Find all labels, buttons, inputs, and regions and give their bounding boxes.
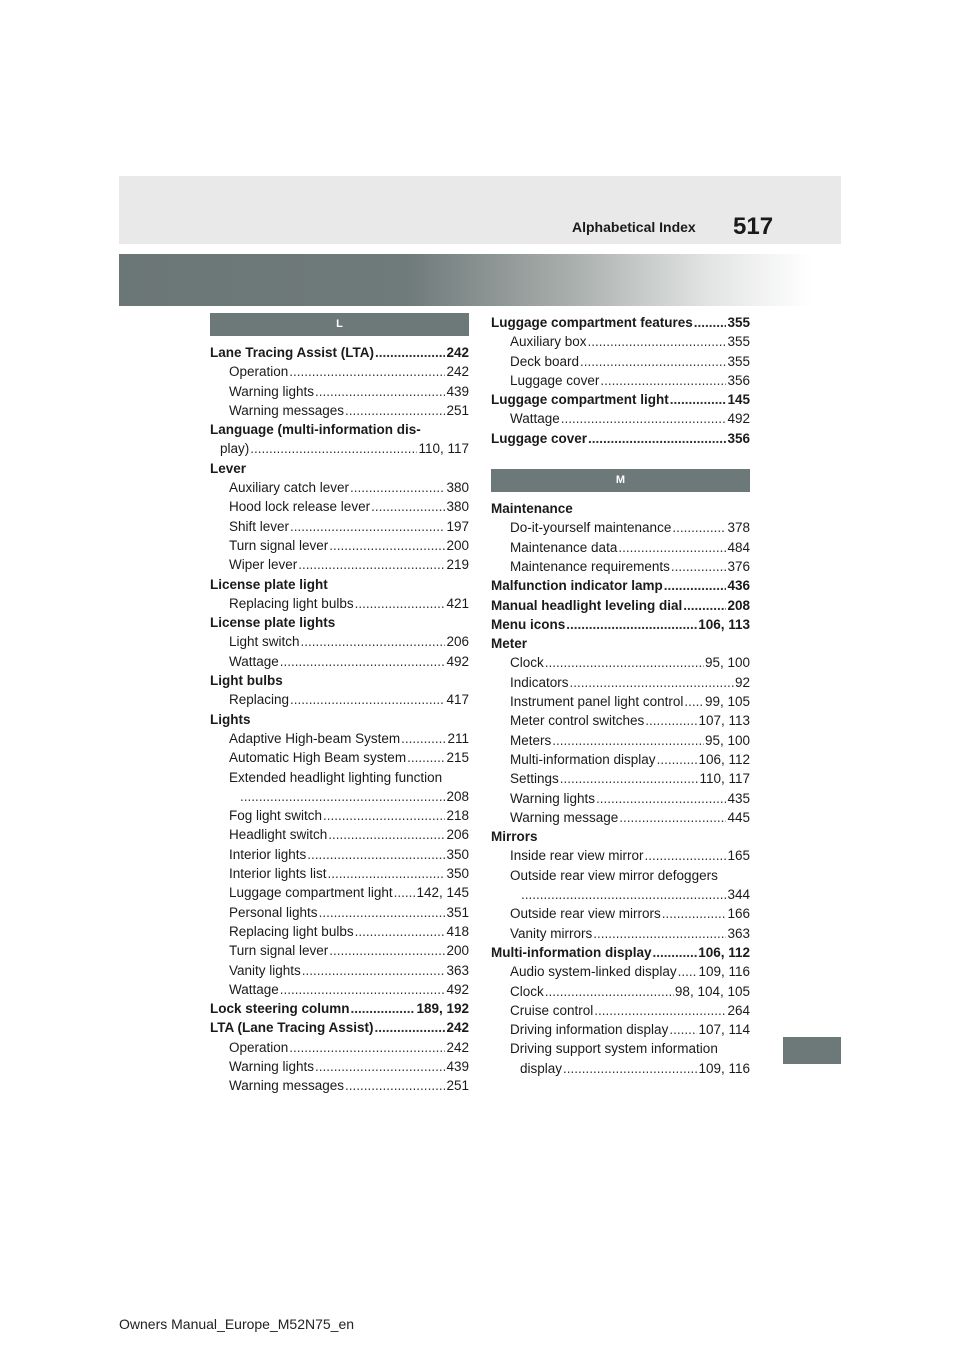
index-subentry-text: Outside rear view mirror defoggers [510,867,718,883]
dot-leader [301,632,446,651]
entry-page-ref: 350 [446,866,469,882]
dot-leader [289,362,445,381]
entry-page-ref: 492 [446,653,469,669]
entry-page-ref: 351 [446,904,469,920]
entry-term: Headlight switch [229,827,328,843]
entry-term: Deck board [510,353,580,369]
dot-leader [328,864,446,883]
index-subentry [491,352,750,371]
entry-term: Menu icons [491,616,566,632]
entry-term: LTA (Lane Tracing Assist) [210,1020,374,1036]
index-heading: Maintenance [491,501,573,517]
dot-leader [580,352,726,371]
entry-term: Clock [510,655,544,671]
entry-page-ref: 363 [727,925,750,941]
entry-page-ref: 242 [446,1020,469,1036]
entry-term: Turn signal lever [229,943,329,959]
entry-term: Manual headlight leveling dial [491,597,683,613]
index-entry [491,943,750,962]
index-entry [491,615,750,634]
entry-page-ref: 445 [727,809,750,825]
entry-page-ref: 145 [727,392,750,408]
section-thumb-tab [783,1037,841,1064]
dot-leader [683,596,726,615]
entry-term: Luggage compartment light [491,392,669,408]
entry-page-ref: 142, 145 [416,885,469,901]
entry-page-ref: 219 [446,557,469,573]
dot-leader [345,1076,445,1095]
dot-leader [315,1057,445,1076]
dot-leader [394,883,416,902]
entry-page-ref: 200 [446,943,469,959]
dot-leader [560,769,699,788]
entry-term: Inside rear view mirror [510,848,644,864]
entry-term: Lane Tracing Assist (LTA) [210,345,375,360]
index-entry [491,390,750,409]
index-subentry [491,518,750,537]
index-subentry [491,409,750,428]
dot-leader [619,808,726,827]
entry-page-ref: 208 [727,597,750,613]
entry-page-ref: 376 [727,558,750,574]
dot-leader [280,980,446,999]
entry-page-ref: 197 [446,518,469,534]
entry-page-ref: 166 [727,906,750,922]
dot-leader [561,409,727,428]
index-subentry [210,903,469,922]
entry-term: Operation [229,1039,289,1055]
entry-page-ref: 344 [727,887,750,903]
entry-term: Adaptive High-beam System [229,730,401,746]
entry-page-ref: 200 [446,537,469,553]
entry-page-ref: 106, 112 [698,944,750,960]
entry-term: Luggage cover [491,430,588,446]
entry-page-ref: 439 [446,383,469,399]
entry-page-ref: 355 [727,353,750,369]
index-subentry [210,922,469,941]
entry-term: Multi-information display [491,944,652,960]
entry-term: Turn signal lever [229,537,329,553]
entry-page-ref: 95, 100 [704,732,750,748]
entry-term: Light switch [229,634,300,650]
entry-page-ref: 242 [446,1039,469,1055]
entry-page-ref: 106, 113 [698,616,750,632]
entry-page-ref: 251 [446,1078,469,1094]
entry-page-ref: 215 [446,750,469,766]
entry-term: Outside rear view mirrors [510,906,661,922]
dot-leader [401,729,446,748]
index-heading: Lights [210,711,251,727]
entry-page-ref: 264 [727,1002,750,1018]
dot-leader [588,332,727,351]
entry-page-ref: 107, 113 [698,713,750,729]
index-subentry [210,632,469,651]
index-subentry [491,731,750,750]
dot-leader [521,885,726,904]
entry-page-ref: 189, 192 [416,1001,469,1017]
entry-page-ref: 439 [446,1058,469,1074]
letter-heading-m: M [491,469,750,492]
entry-term: Instrument panel light control [510,694,684,710]
index-entries-m [491,499,750,1078]
index-entry [210,1018,469,1037]
index-subentry [210,941,469,960]
entry-page-ref: 106, 112 [698,751,750,767]
index-entry [491,313,750,332]
index-subentry [491,885,750,904]
dot-leader [662,904,727,923]
index-entry [210,343,469,362]
index-subentry [491,750,750,769]
index-subentry [491,962,750,981]
entry-page-ref: 165 [727,848,750,864]
dot-leader [596,789,726,808]
index-subentry [491,557,750,576]
entry-page-ref: 380 [446,480,469,496]
dot-leader [588,429,726,448]
dot-leader [240,787,445,806]
entry-term: Wattage [510,411,560,427]
dot-leader [545,653,704,672]
dot-leader [355,594,446,613]
index-subentry [210,845,469,864]
entry-term: Automatic High Beam system [229,750,407,766]
entry-page-ref: 110, 117 [418,441,469,457]
dot-leader [566,615,697,634]
dot-leader [250,439,417,458]
entry-page-ref: 435 [727,790,750,806]
index-subentry [210,1076,469,1095]
entry-page-ref: 251 [446,402,469,418]
index-subentry [210,1038,469,1057]
entry-term: Settings [510,771,559,787]
index-heading: Mirrors [491,829,538,845]
dot-leader [645,711,697,730]
dot-leader [355,922,446,941]
entry-term: Replacing light bulbs [229,595,354,611]
dot-leader [329,536,445,555]
dot-leader [290,690,445,709]
entry-term: Warning lights [229,383,315,399]
index-heading: Lever [210,460,247,476]
index-entry [491,576,750,595]
index-subentry [491,1001,750,1020]
dot-leader [289,1038,445,1057]
dot-leader [645,846,727,865]
index-heading: Meter [491,636,528,652]
index-subentry-text: Driving support system information [510,1041,718,1057]
entry-term: Driving information display [510,1022,669,1038]
entry-term: Interior lights [229,846,307,862]
dot-leader [323,806,445,825]
entry-term: Audio system-linked display [510,964,677,980]
dot-leader [593,924,726,943]
entry-page-ref: 484 [727,539,750,555]
section-title: Alphabetical Index [572,219,696,235]
index-subentry [210,382,469,401]
entry-page-ref: 110, 117 [699,771,750,787]
dot-leader [315,382,445,401]
index-subentry [210,478,469,497]
index-subentry [491,924,750,943]
index-subentry [491,982,750,1001]
entry-term: Multi-information display [510,751,656,767]
entry-term: Replacing [229,692,290,708]
entry-page-ref: 356 [727,430,750,446]
index-subentry [210,825,469,844]
dot-leader [684,692,704,711]
entry-term: Warning message [510,809,619,825]
index-entries-l [210,343,469,1096]
entry-page-ref: 418 [446,923,469,939]
index-entry [491,429,750,448]
dot-leader [345,401,445,420]
dot-leader [371,497,445,516]
decorative-gradient-band [119,254,841,306]
entry-term: Warning lights [510,790,596,806]
entry-page-ref: 92 [734,674,750,690]
entry-page-ref: 218 [446,808,469,824]
index-entries-l-continued [491,313,750,448]
dot-leader [328,825,445,844]
entry-page-ref: 242 [446,345,469,360]
index-heading: Language (multi-information dis- [210,422,421,438]
index-subentry [491,711,750,730]
dot-leader [407,748,445,767]
dot-leader [653,943,698,962]
index-column-left [210,313,469,1096]
entry-page-ref: 99, 105 [704,694,750,710]
dot-leader [545,982,674,1001]
entry-term: Operation [229,364,289,380]
index-entry [491,596,750,615]
entry-page-ref: 436 [727,578,750,594]
index-subentry [210,806,469,825]
page-number: 517 [733,213,774,240]
dot-leader [694,313,727,332]
entry-term: Warning lights [229,1058,315,1074]
index-subentry [491,1020,750,1039]
index-subentry [491,371,750,390]
index-subentry [210,748,469,767]
index-subentry [491,538,750,557]
dot-leader [375,1018,446,1037]
index-heading: Light bulbs [210,673,283,689]
dot-leader [307,845,445,864]
entry-page-ref: 206 [446,827,469,843]
entry-term: Auxiliary box [510,334,587,350]
entry-page-ref: 355 [727,315,750,330]
index-subentry [210,864,469,883]
index-column-right [491,313,750,1078]
entry-page-ref: 98, 104, 105 [674,983,750,999]
index-subentry [491,673,750,692]
index-subentry [491,789,750,808]
dot-leader [298,555,445,574]
entry-term: Luggage cover [510,372,600,388]
index-subentry [491,904,750,923]
entry-term: display [520,1060,563,1076]
letter-heading-l: L [210,313,469,336]
dot-leader [618,538,726,557]
entry-term: Malfunction indicator lamp [491,578,663,594]
entry-term: Auxiliary catch lever [229,480,350,496]
index-subentry [210,555,469,574]
index-subentry [210,517,469,536]
dot-leader [570,673,734,692]
entry-term: Luggage compartment light [229,885,393,901]
entry-term: Fog light switch [229,808,323,824]
entry-page-ref: 421 [446,595,469,611]
index-subentry [491,808,750,827]
dot-leader [552,731,704,750]
index-subentry [491,769,750,788]
entry-page-ref: 107, 114 [698,1022,750,1038]
entry-term: Meter control switches [510,713,645,729]
entry-term: Meters [510,732,552,748]
footer-text: Owners Manual_Europe_M52N75_en [119,1316,355,1332]
index-subentry [491,332,750,351]
entry-term: Hood lock release lever [229,499,371,515]
dot-leader [290,517,445,536]
dot-leader [672,518,726,537]
entry-page-ref: 109, 116 [698,1060,750,1076]
dot-leader [563,1059,697,1078]
entry-page-ref: 206 [446,634,469,650]
entry-term: Shift lever [229,518,290,534]
index-heading: License plate lights [210,615,336,631]
dot-leader [302,961,446,980]
index-subentry [210,883,469,902]
index-subentry [210,729,469,748]
entry-term: Warning messages [229,1078,345,1094]
dot-leader [319,903,446,922]
dot-leader [664,576,727,595]
entry-term: Cruise control [510,1002,594,1018]
entry-term: Personal lights [229,904,318,920]
index-subentry [210,536,469,555]
entry-term: Wattage [229,981,279,997]
index-entry [210,999,469,1018]
index-subentry [210,980,469,999]
entry-term: Clock [510,983,544,999]
entry-page-ref: 492 [727,411,750,427]
entry-term: Wattage [229,653,279,669]
entry-term: play) [220,441,250,457]
dot-leader [670,390,727,409]
index-subentry [491,692,750,711]
entry-page-ref: 492 [446,981,469,997]
entry-term: Vanity lights [229,962,301,978]
entry-term: Interior lights list [229,866,327,882]
entry-page-ref: 109, 116 [698,964,750,980]
entry-page-ref: 378 [727,520,750,536]
entry-term: Warning messages [229,402,345,418]
entry-page-ref: 356 [727,372,750,388]
index-subentry [210,652,469,671]
dot-leader [657,750,698,769]
entry-term: Replacing light bulbs [229,923,354,939]
dot-leader [329,941,445,960]
index-subentry [210,362,469,381]
entry-page-ref: 242 [446,364,469,380]
dot-leader [280,652,446,671]
entry-page-ref: 95, 100 [704,655,750,671]
dot-leader [351,999,416,1018]
entry-page-ref: 211 [447,730,469,746]
entry-term: Do-it-yourself maintenance [510,520,672,536]
index-subentry [210,690,469,709]
entry-page-ref: 350 [446,846,469,862]
entry-page-ref: 208 [446,788,469,804]
dot-leader [678,962,698,981]
index-subentry [491,846,750,865]
index-subentry [210,497,469,516]
entry-term: Lock steering column [210,1001,350,1017]
entry-term: Indicators [510,674,569,690]
dot-leader [594,1001,726,1020]
dot-leader [350,478,445,497]
entry-term: Wiper lever [229,557,298,573]
index-subentry [210,961,469,980]
index-subentry [210,594,469,613]
index-subentry-text: Extended headlight lighting function [229,769,443,785]
dot-leader [375,343,445,362]
index-subentry [210,401,469,420]
entry-term: Luggage compartment features [491,315,693,330]
entry-term: Vanity mirrors [510,925,593,941]
entry-term: Maintenance data [510,539,618,555]
index-subentry [210,439,469,458]
index-subentry [210,787,469,806]
index-heading: License plate light [210,576,328,592]
entry-term: Maintenance requirements [510,558,670,574]
index-subentry [491,1059,750,1078]
index-subentry [491,653,750,672]
dot-leader [669,1020,697,1039]
dot-leader [671,557,727,576]
index-subentry [210,1057,469,1076]
dot-leader [600,371,726,390]
entry-page-ref: 355 [727,334,750,350]
entry-page-ref: 363 [446,962,469,978]
entry-page-ref: 417 [446,692,469,708]
entry-page-ref: 380 [446,499,469,515]
